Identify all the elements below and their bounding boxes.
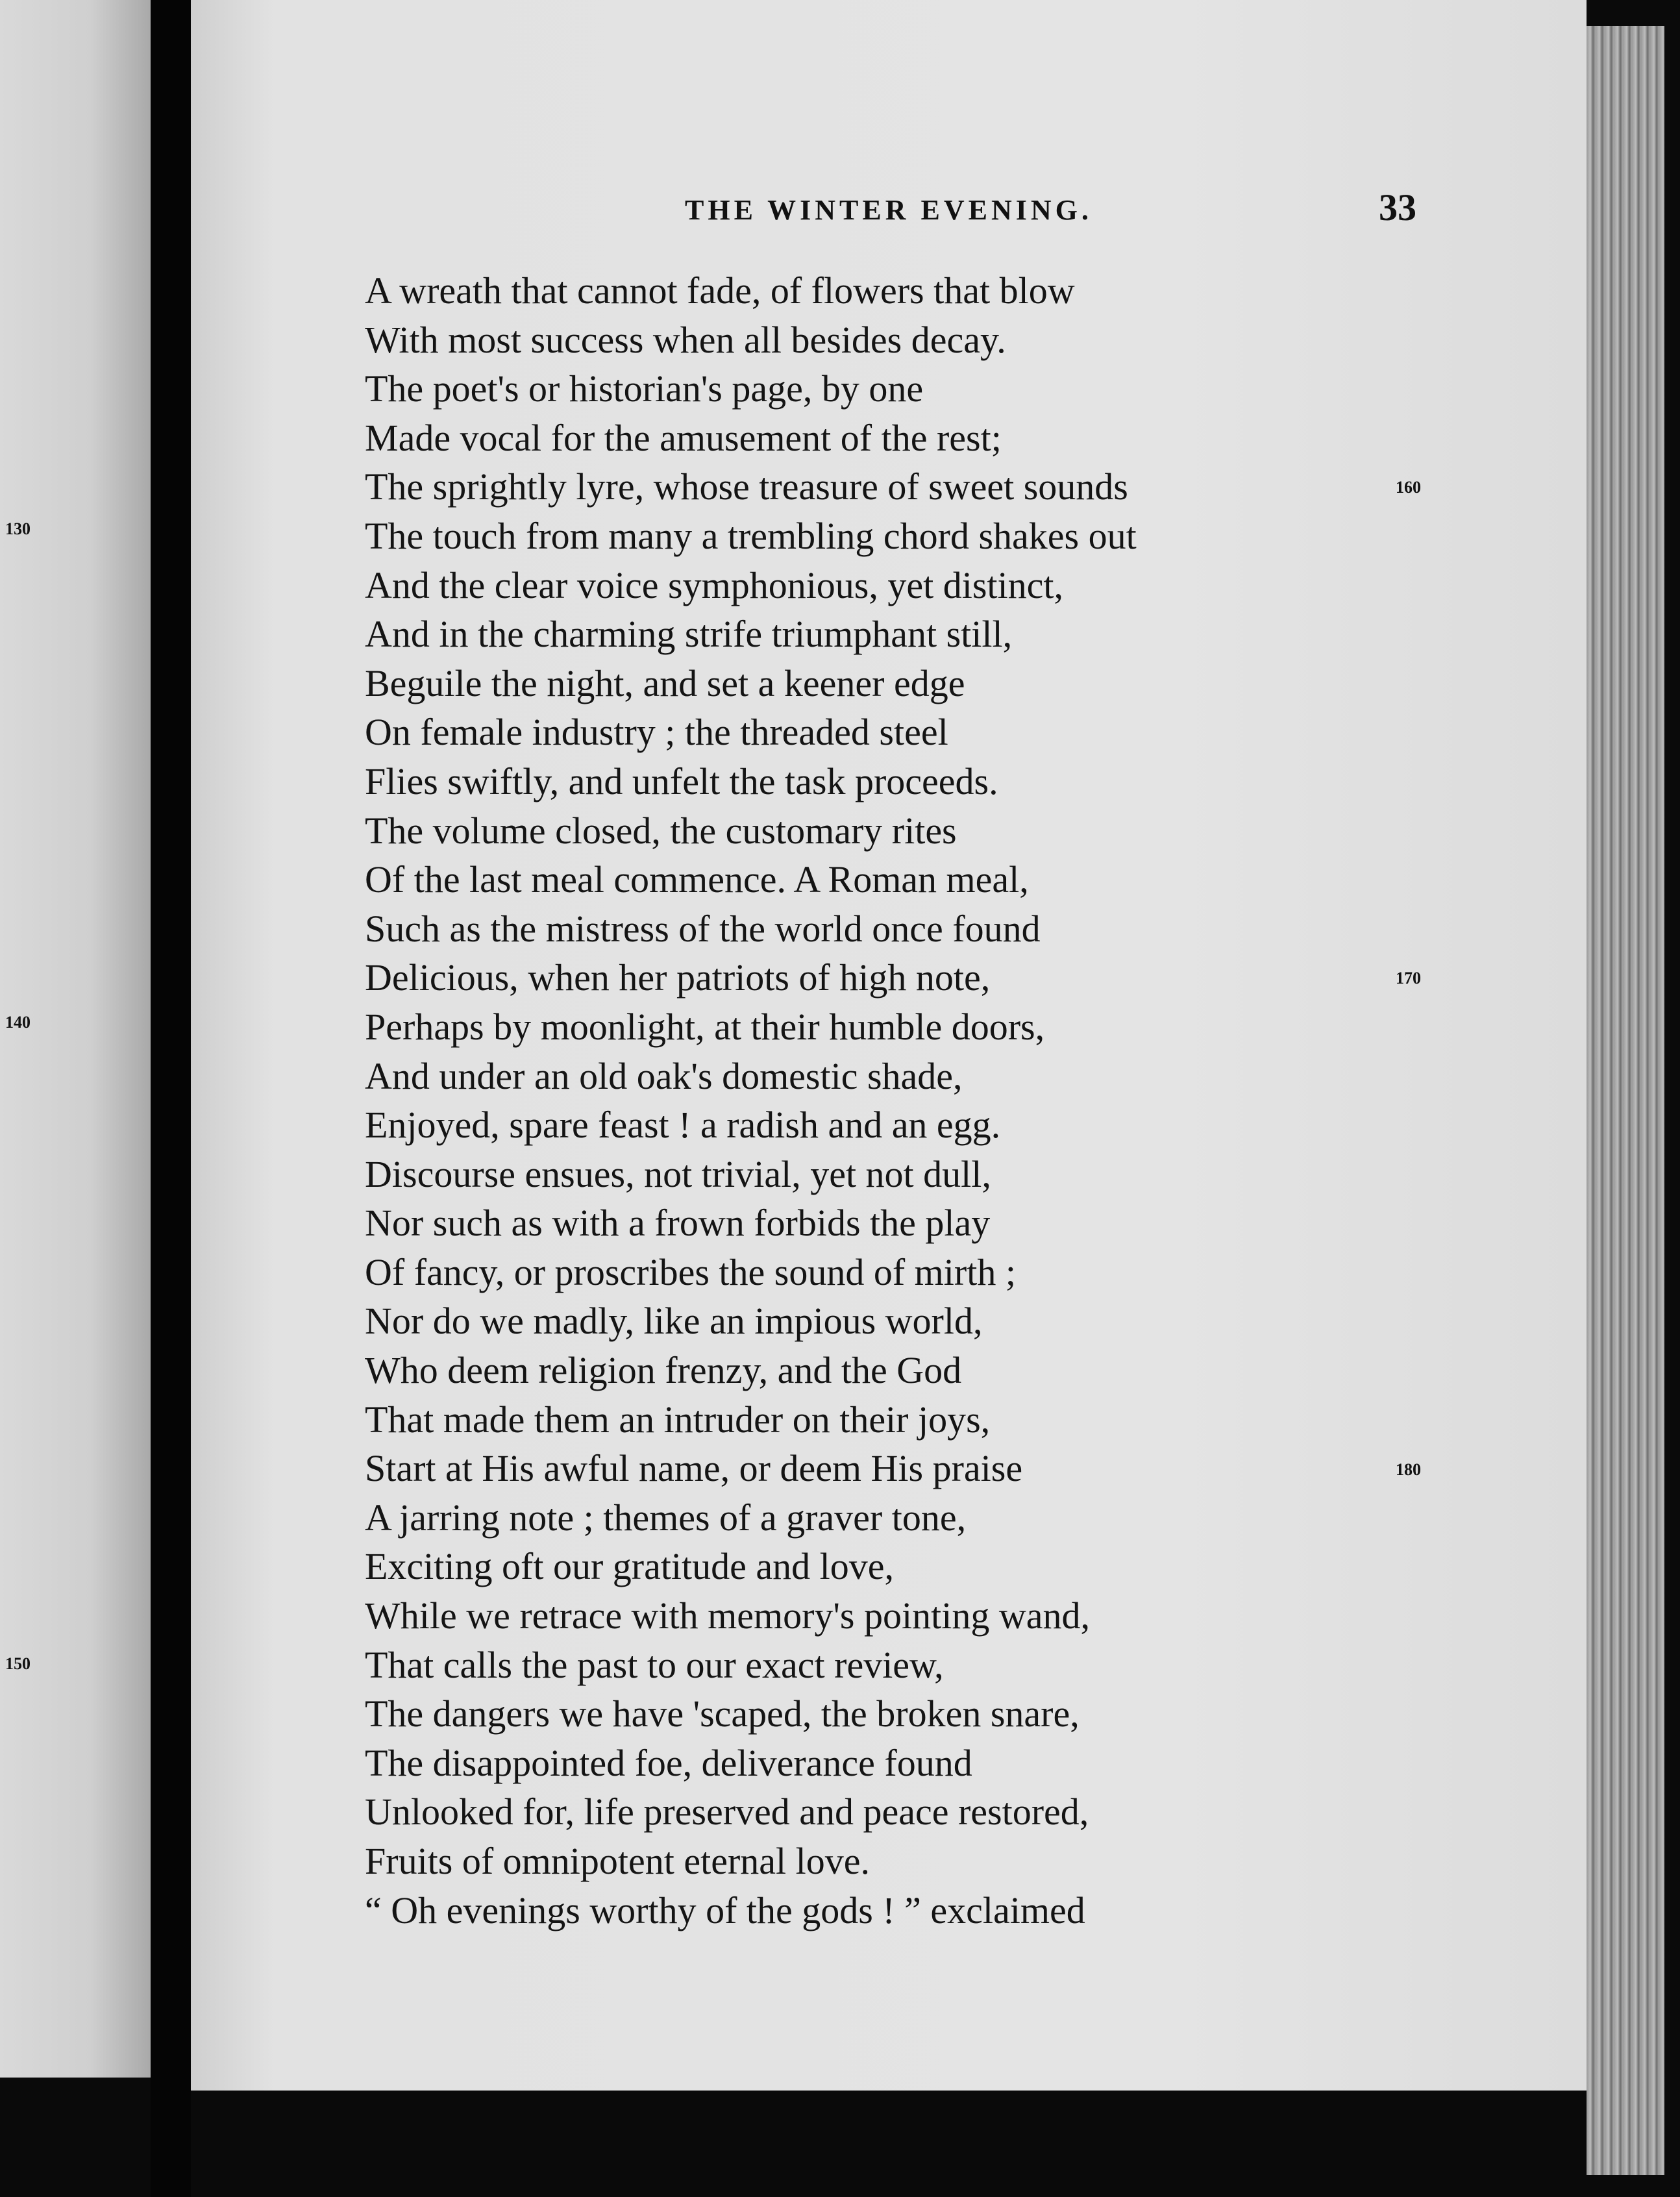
poem-line: That made them an intruder on their joys, (365, 1398, 991, 1441)
poem-line: “ Oh evenings worthy of the gods ! ” exclaimed (365, 1889, 1085, 1931)
poem-line: A jarring note ; themes of a graver tone, (365, 1496, 967, 1539)
poem-line: Enjoyed, spare feast ! a radish and an egg. (365, 1104, 1001, 1147)
poem-text (365, 266, 1137, 1935)
poem-line: Fruits of omnipotent eternal love. (365, 1840, 871, 1882)
poem-line: Perhaps by moonlight, at their humble doors, (365, 1005, 1045, 1048)
poem-line: Exciting oft our gratitude and love, (365, 1545, 895, 1588)
facing-line-number-140: 140 (5, 1013, 31, 1032)
poem-line: Such as the mistress of the world once found (365, 907, 1041, 950)
facing-line-number-130: 130 (5, 519, 31, 538)
poem-line: A wreath that cannot fade, of flowers that blow (365, 269, 1075, 312)
poem-line: With most success when all besides decay. (365, 318, 1006, 361)
poem-line: That calls the past to our exact review, (365, 1643, 944, 1686)
poem-line: And under an old oak's domestic shade, (365, 1054, 963, 1097)
line-number-170: 170 (1396, 969, 1421, 987)
line-number-180: 180 (1396, 1460, 1421, 1479)
page-number: 33 (1379, 186, 1416, 229)
poem-line: Delicious, when her patriots of high note, (365, 956, 991, 999)
poem-line: The poet's or historian's page, by one (365, 367, 924, 410)
poem-line: The volume closed, the customary rites (365, 809, 957, 852)
poem-line: Made vocal for the amusement of the rest; (365, 416, 1002, 459)
poem-line: And the clear voice symphonious, yet distinct, (365, 564, 1064, 606)
book-gutter (151, 0, 191, 2197)
poem-line: The sprightly lyre, whose treasure of sweet sounds (365, 465, 1128, 508)
poem-line: Who deem religion frenzy, and the God (365, 1349, 962, 1392)
poem-line: Nor such as with a frown forbids the play (365, 1202, 991, 1245)
running-head: THE WINTER EVENING. (685, 194, 1093, 226)
poem-line: Nor do we madly, like an impious world, (365, 1300, 983, 1343)
poem-line: And in the charming strife triumphant still, (365, 613, 1013, 656)
line-number-160: 160 (1396, 478, 1421, 497)
poem-line: Start at His awful name, or deem His praise (365, 1447, 1023, 1490)
poem-line: Of fancy, or proscribes the sound of mirth ; (365, 1250, 1016, 1293)
poem-line: The dangers we have 'scaped, the broken snare, (365, 1693, 1080, 1735)
poem-line: Discourse ensues, not trivial, yet not dull, (365, 1152, 991, 1195)
poem-line: The disappointed foe, deliverance found (365, 1741, 972, 1784)
poem-line: Of the last meal commence. A Roman meal, (365, 858, 1029, 901)
facing-page-edge (0, 0, 151, 2078)
poem-line: Unlooked for, life preserved and peace restored, (365, 1791, 1089, 1833)
page-stack-edge (1587, 26, 1664, 2175)
facing-line-number-150: 150 (5, 1654, 31, 1673)
poem-line: On female industry ; the threaded steel (365, 711, 948, 754)
poem-line: While we retrace with memory's pointing wand, (365, 1595, 1090, 1637)
scan-background (191, 2091, 1587, 2197)
poem-line: Flies swiftly, and unfelt the task proceeds. (365, 760, 998, 802)
poem-line: Beguile the night, and set a keener edge (365, 662, 965, 704)
poem-line: The touch from many a trembling chord shakes out (365, 514, 1137, 557)
